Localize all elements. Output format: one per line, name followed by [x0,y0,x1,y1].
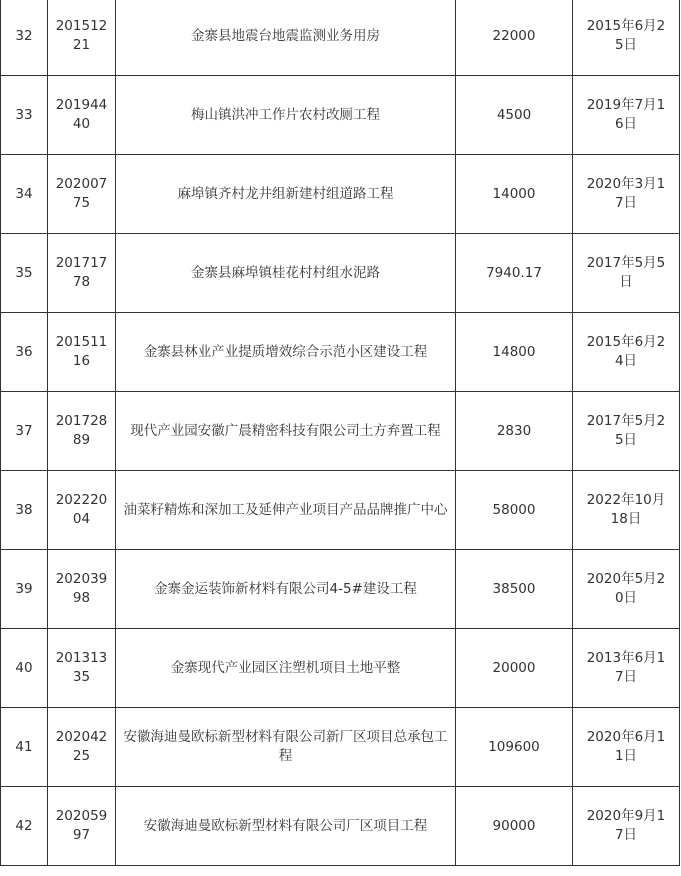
table-row [1,234,680,313]
project-code-cell [48,787,116,866]
date-text: 7日 [614,195,638,211]
table-row [1,550,680,629]
row-number-text: 42 [15,817,33,834]
project-code-cell [48,629,116,708]
project-code-text: 97 [72,827,91,843]
date-text: 2020年5月2 [586,571,666,587]
date-text: 0日 [614,590,638,606]
date-cell [573,550,680,629]
project-name-cell [116,0,456,76]
project-code-text: 201511 [55,334,108,350]
project-code-cell [48,155,116,234]
date-text: 18日 [610,511,642,527]
date-cell [573,313,680,392]
date-text: 7日 [614,669,638,685]
project-name-text: 金寨县麻埠镇桂花村村组水泥路 [191,264,380,281]
row-number-cell [1,0,48,76]
table-row [1,76,680,155]
project-name-cell [116,550,456,629]
row-number-text: 37 [15,422,33,439]
date-cell [573,787,680,866]
table-row [1,155,680,234]
date-cell [573,234,680,313]
date-cell [573,76,680,155]
project-code-text: 202039 [55,571,108,587]
row-number-text: 33 [15,106,33,123]
table-row [1,708,680,787]
amount-text: 109600 [488,738,540,755]
row-number-text: 38 [15,501,33,518]
row-number-text: 34 [15,185,33,202]
amount-cell [456,234,573,313]
project-name-cell [116,155,456,234]
project-code-cell [48,313,116,392]
project-code-text: 201717 [55,255,108,271]
project-name-cell [116,313,456,392]
row-number-cell [1,708,48,787]
date-cell [573,392,680,471]
project-table-body [1,0,680,866]
date-text: 日 [619,274,633,290]
row-number-text: 40 [15,659,33,676]
project-code-text: 201944 [55,97,108,113]
project-name-text: 金寨县地震台地震监测业务用房 [191,27,380,44]
amount-text: 2830 [496,422,532,439]
project-code-text: 202007 [55,176,108,192]
project-name-cell [116,471,456,550]
row-number-cell [1,629,48,708]
amount-cell [456,392,573,471]
row-number-cell [1,787,48,866]
project-code-text: 89 [72,432,91,448]
project-code-text: 40 [72,116,91,132]
date-cell [573,155,680,234]
project-name-cell [116,234,456,313]
project-name-cell [116,392,456,471]
amount-text: 14000 [492,185,536,202]
project-name-text: 安徽海迪曼欧标新型材料有限公司新厂区项目总承包工程 [123,729,448,764]
row-number-cell [1,155,48,234]
amount-text: 7940.17 [486,264,542,281]
project-name-cell [116,787,456,866]
date-text: 5日 [614,37,638,53]
project-code-cell [48,550,116,629]
row-number-cell [1,234,48,313]
row-number-cell [1,76,48,155]
amount-cell [456,629,573,708]
table-row [1,0,680,76]
date-text: 2020年9月1 [586,808,666,824]
project-code-text: 98 [72,590,91,606]
project-code-cell [48,471,116,550]
date-text: 6日 [614,116,638,132]
project-name-text: 金寨现代产业园区注塑机项目土地平整 [170,659,401,676]
project-code-text: 202042 [55,729,108,745]
date-cell [573,0,680,76]
date-text: 2017年5月5 [586,255,666,271]
project-name-cell [116,708,456,787]
date-text: 2015年6月2 [586,18,666,34]
date-text: 2019年7月1 [586,97,666,113]
date-text: 2022年10月 [586,492,666,508]
amount-text: 90000 [492,817,536,834]
row-number-cell [1,471,48,550]
date-cell [573,708,680,787]
row-number-cell [1,392,48,471]
project-name-text: 金寨金运装饰新材料有限公司4-5#建设工程 [154,580,417,597]
amount-cell [456,471,573,550]
date-text: 2020年3月1 [586,176,666,192]
project-code-text: 201313 [55,650,108,666]
table-row [1,313,680,392]
project-code-cell [48,76,116,155]
project-code-cell [48,234,116,313]
project-name-cell [116,629,456,708]
date-text: 1日 [614,748,638,764]
project-code-text: 21 [72,37,91,53]
project-code-text: 25 [72,748,91,764]
project-code-text: 202220 [55,492,108,508]
row-number-cell [1,313,48,392]
row-number-text: 36 [15,343,33,360]
project-name-text: 油菜籽精炼和深加工及延伸产业项目产品品牌推广中心 [123,501,448,518]
project-name-text: 梅山镇洪冲工作片农村改厕工程 [191,106,380,123]
project-code-text: 78 [72,274,91,290]
date-text: 7日 [614,827,638,843]
table-row [1,629,680,708]
project-name-text: 麻埠镇齐村龙井组新建村组道路工程 [177,185,394,202]
amount-text: 38500 [492,580,536,597]
date-cell [573,471,680,550]
amount-cell [456,155,573,234]
date-text: 4日 [614,353,638,369]
project-code-text: 75 [72,195,91,211]
project-code-cell [48,0,116,76]
date-text: 2015年6月2 [586,334,666,350]
project-code-text: 202059 [55,808,108,824]
amount-text: 20000 [492,659,536,676]
row-number-text: 39 [15,580,33,597]
project-code-cell [48,708,116,787]
date-text: 2017年5月2 [586,413,666,429]
date-text: 2013年6月1 [586,650,666,666]
amount-text: 58000 [492,501,536,518]
amount-text: 14800 [492,343,536,360]
project-name-cell [116,76,456,155]
date-text: 2020年6月1 [586,729,666,745]
amount-cell [456,76,573,155]
project-code-text: 201512 [55,18,108,34]
project-name-text: 现代产业园安徽广晨精密科技有限公司土方弃置工程 [130,422,441,439]
amount-cell [456,0,573,76]
amount-text: 4500 [496,106,532,123]
project-code-text: 04 [72,511,91,527]
table-row [1,787,680,866]
amount-cell [456,550,573,629]
project-code-text: 16 [72,353,91,369]
project-name-text: 安徽海迪曼欧标新型材料有限公司厂区项目工程 [143,817,428,834]
table-row [1,392,680,471]
amount-text: 22000 [492,27,536,44]
date-text: 5日 [614,432,638,448]
amount-cell [456,787,573,866]
project-code-text: 201728 [55,413,108,429]
amount-cell [456,313,573,392]
table-row [1,471,680,550]
row-number-text: 32 [15,27,33,44]
row-number-text: 41 [15,738,33,755]
project-code-text: 35 [72,669,91,685]
row-number-text: 35 [15,264,33,281]
project-name-text: 金寨县林业产业提质增效综合示范小区建设工程 [143,343,428,360]
amount-cell [456,708,573,787]
project-code-cell [48,392,116,471]
row-number-cell [1,550,48,629]
date-cell [573,629,680,708]
